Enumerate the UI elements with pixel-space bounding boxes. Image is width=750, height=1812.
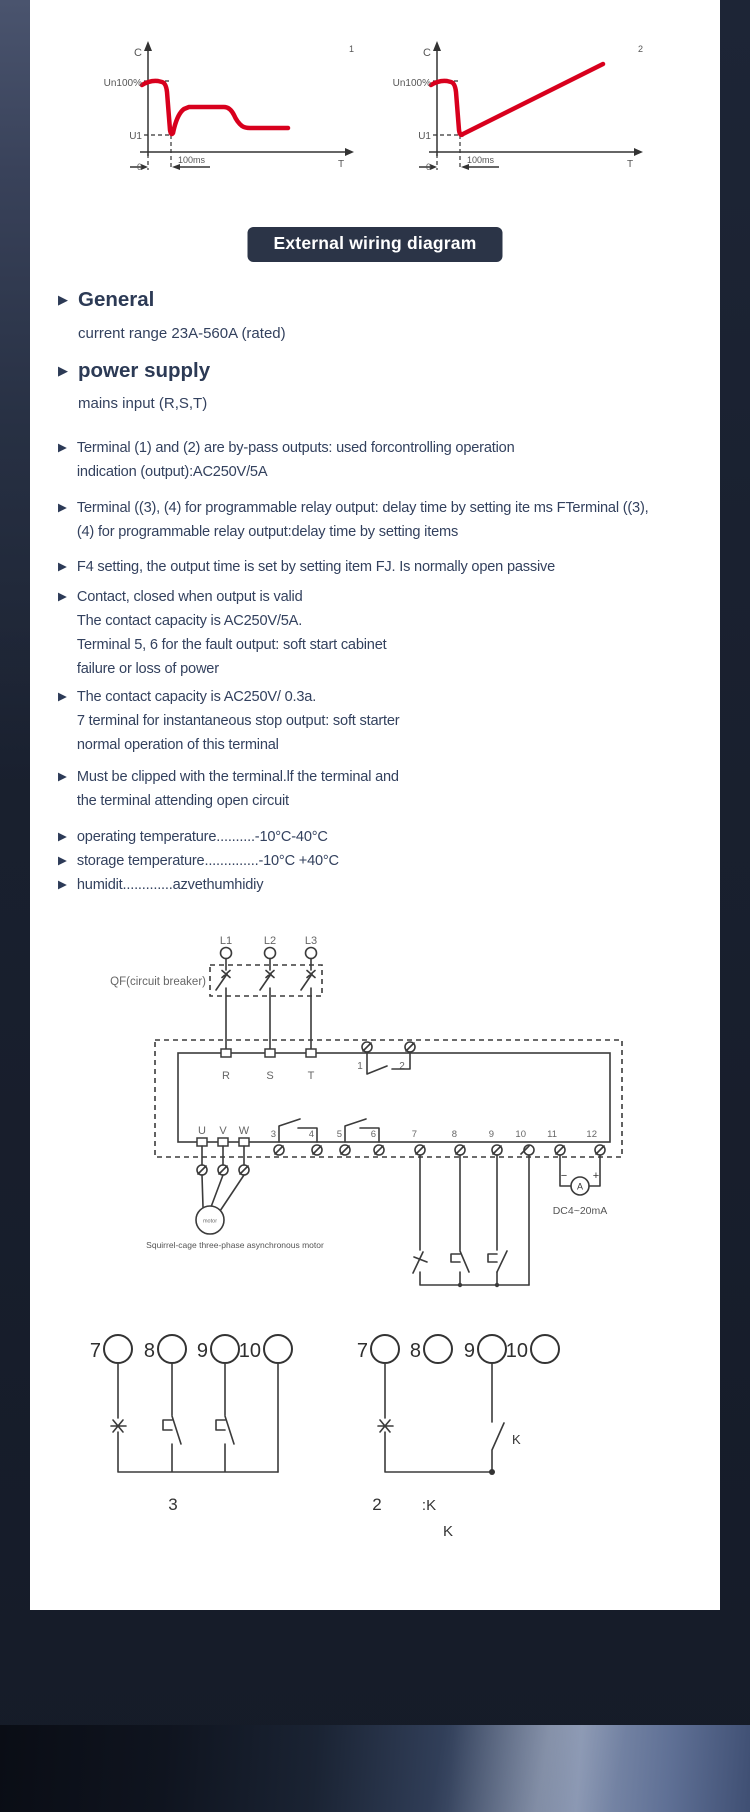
bullet-line: Terminal 5, 6 for the fault output: soft start cabinet — [76, 637, 387, 653]
external-control-contacts — [413, 1155, 529, 1287]
stop-contact-icon — [413, 1252, 427, 1273]
motor-label: motor — [202, 1218, 218, 1225]
bullet-line: The contact capacity is AC250V/ 0.3a. — [76, 689, 317, 705]
triangle-bullet-icon: ▶ — [58, 855, 67, 867]
heading-text: power supply — [78, 359, 211, 382]
triangle-bullet-icon: ▶ — [58, 363, 68, 378]
footer-photo-strip — [0, 1725, 750, 1812]
y-axis-arrow-icon — [144, 41, 152, 51]
phase-label-l1: L1 — [219, 935, 233, 947]
origin-label: 0 — [136, 162, 142, 172]
ammeter-minus: − — [560, 1170, 568, 1182]
voltage-curve — [431, 64, 603, 135]
terminal-number-9: 9 — [488, 1129, 494, 1140]
bullet-contact-valid — [58, 585, 386, 681]
bullet-clipped-terminal — [58, 765, 399, 813]
phase-inputs — [216, 935, 317, 1049]
terminal-10-label: 10 — [505, 1340, 528, 1362]
ammeter-label: A — [576, 1181, 584, 1192]
ammeter-plus: + — [592, 1170, 600, 1182]
terminal-diagram-left — [90, 1335, 292, 1514]
terminal-7-label: 7 — [356, 1340, 368, 1362]
triangle-bullet-icon: ▶ — [58, 442, 67, 454]
terminal-connection-diagrams — [30, 1320, 720, 1560]
terminal-number-5: 5 — [336, 1129, 342, 1140]
diagram-right-caption2: :K — [421, 1497, 437, 1514]
general-detail: current range 23A-560A (rated) — [78, 325, 286, 342]
k-switch-label: K — [512, 1432, 521, 1447]
terminal-number-4: 4 — [308, 1129, 314, 1140]
external-wiring-diagram — [30, 920, 720, 1290]
terminal-number-6: 6 — [370, 1129, 376, 1140]
rst-terminals — [221, 1049, 316, 1082]
bullet-line: indication (output):AC250V/5A — [76, 464, 268, 480]
triangle-bullet-icon: ▶ — [58, 292, 68, 307]
terminal-label-s: S — [266, 1070, 274, 1082]
terminal-8-label: 8 — [409, 1340, 421, 1362]
screw-slash-icon — [198, 1146, 604, 1174]
start-contact-icon — [163, 1416, 181, 1444]
y-axis-label: C — [423, 47, 431, 59]
origin-label: 0 — [425, 162, 431, 172]
triangle-bullet-icon: ▶ — [58, 502, 67, 514]
control-terminal-numbers — [271, 1129, 597, 1140]
terminal-number-12: 12 — [586, 1129, 597, 1140]
x-axis-label: T — [627, 159, 634, 170]
heading-text: General — [78, 288, 155, 311]
terminal-number-1: 1 — [357, 1061, 363, 1072]
terminal-label-r: R — [222, 1070, 230, 1082]
start-contact-icon — [488, 1251, 507, 1272]
motor-branch — [146, 1146, 324, 1250]
voltage-curve-chart-1 — [58, 36, 358, 186]
triangle-bullet-icon: ▶ — [58, 691, 67, 703]
terminal-7-label: 7 — [89, 1340, 101, 1362]
y-axis-label: C — [134, 47, 142, 59]
bypass-terminals-1-2 — [357, 1042, 415, 1074]
bullet-line: (4) for programmable relay output:delay time by setting items — [76, 524, 459, 540]
start-contact-icon — [451, 1251, 469, 1272]
bullet-line: failure or loss of power — [76, 661, 219, 677]
terminal-label-w: W — [238, 1125, 250, 1137]
u1-label: U1 — [418, 131, 431, 142]
terminal-label-u: U — [198, 1125, 206, 1137]
stop-contact-icon — [111, 1420, 126, 1432]
breaker-label: QF(circuit breaker) — [110, 976, 206, 988]
heading-general — [58, 288, 154, 312]
terminal-label-t: T — [307, 1070, 315, 1082]
diagram-right-caption3: K — [442, 1523, 454, 1540]
figure-index: 1 — [349, 44, 355, 54]
bullet-line: 7 terminal for instantaneous stop output: soft starter — [76, 713, 400, 729]
heading-power-supply — [58, 359, 210, 383]
voltage-curve — [142, 81, 288, 134]
motor-caption: Squirrel-cage three-phase asynchronous motor — [146, 1240, 324, 1250]
bullet-line: normal operation of this terminal — [76, 737, 279, 753]
content-card — [30, 0, 720, 1610]
stop-contact-icon — [378, 1420, 393, 1432]
interval-label: 100ms — [467, 155, 495, 165]
x-axis-arrow-icon — [634, 148, 643, 156]
control-terminal-screws — [197, 1145, 605, 1175]
axes — [140, 41, 354, 156]
breaker-blade — [216, 974, 312, 990]
triangle-bullet-icon: ▶ — [58, 771, 67, 783]
bullet-bypass-outputs — [58, 436, 515, 484]
k-switch — [492, 1363, 504, 1472]
bullet-line: F4 setting, the output time is set by setting item FJ. Is normally open passive — [76, 559, 556, 575]
start-contact-icon — [216, 1416, 234, 1444]
bullet-f4-setting — [58, 555, 555, 579]
bullet-operating-temperature — [58, 825, 328, 849]
diagram-right-caption: 2 — [372, 1495, 382, 1514]
bullet-line: Terminal (1) and (2) are by-pass outputs: used forcontrolling operation — [76, 440, 515, 456]
un100-label: Un100% — [103, 78, 142, 89]
x-axis-label: T — [338, 159, 345, 170]
terminal-label-v: V — [219, 1125, 227, 1137]
bullet-contact-capacity — [58, 685, 399, 757]
terminal-diagram-right — [357, 1335, 559, 1540]
bullet-line: Must be clipped with the terminal.lf the terminal and — [76, 769, 399, 785]
bullet-humidity — [58, 873, 263, 897]
bullet-line: operating temperature..........-10°C-40°C — [76, 829, 328, 845]
bullet-line: The contact capacity is AC250V/5A. — [76, 613, 303, 629]
terminal-number-2: 2 — [399, 1061, 405, 1072]
terminal-number-11: 11 — [547, 1129, 557, 1140]
bullet-line: Contact, closed when output is valid — [76, 589, 303, 605]
voltage-curve-chart-2 — [347, 36, 647, 186]
bullet-line: the terminal attending open circuit — [76, 793, 289, 809]
triangle-bullet-icon: ▶ — [58, 591, 67, 603]
terminal-number-3: 3 — [270, 1129, 276, 1140]
interval-label: 100ms — [178, 155, 206, 165]
section-title-badge: External wiring diagram — [248, 227, 503, 262]
terminal-9-label: 9 — [196, 1340, 208, 1362]
terminal-number-8: 8 — [451, 1129, 457, 1140]
uvw-terminals — [197, 1125, 250, 1146]
terminal-number-7: 7 — [411, 1129, 417, 1140]
bullet-line: storage temperature..............-10°C +40°C — [76, 853, 339, 869]
terminal-9-label: 9 — [463, 1340, 475, 1362]
bullet-line: Terminal ((3), (4) for programmable relay output: delay time by setting ite ms FTerminal ((3), — [76, 500, 649, 516]
diagram-left-caption: 3 — [168, 1495, 178, 1514]
phase-label-l2: L2 — [263, 935, 277, 947]
bullet-programmable-relay — [58, 496, 649, 544]
terminal-8-label: 8 — [143, 1340, 155, 1362]
u1-label: U1 — [129, 131, 142, 142]
ammeter-branch — [553, 1155, 608, 1217]
figure-index: 2 — [638, 44, 644, 54]
triangle-bullet-icon: ▶ — [58, 831, 67, 843]
junction-dot — [489, 1469, 495, 1475]
bullet-storage-temperature — [58, 849, 339, 873]
bullet-line: humidit.............azvethumhidiy — [76, 877, 264, 893]
ammeter-range-label: DC4~20mA — [552, 1205, 608, 1217]
phase-label-l3: L3 — [304, 935, 318, 947]
terminal-10-label: 10 — [238, 1340, 261, 1362]
page-edge-glow — [0, 0, 30, 780]
terminal-number-10: 10 — [515, 1129, 526, 1140]
y-axis-arrow-icon — [433, 41, 441, 51]
triangle-bullet-icon: ▶ — [58, 879, 67, 891]
power-supply-detail: mains input (R,S,T) — [78, 395, 208, 412]
triangle-bullet-icon: ▶ — [58, 561, 67, 573]
un100-label: Un100% — [392, 78, 431, 89]
